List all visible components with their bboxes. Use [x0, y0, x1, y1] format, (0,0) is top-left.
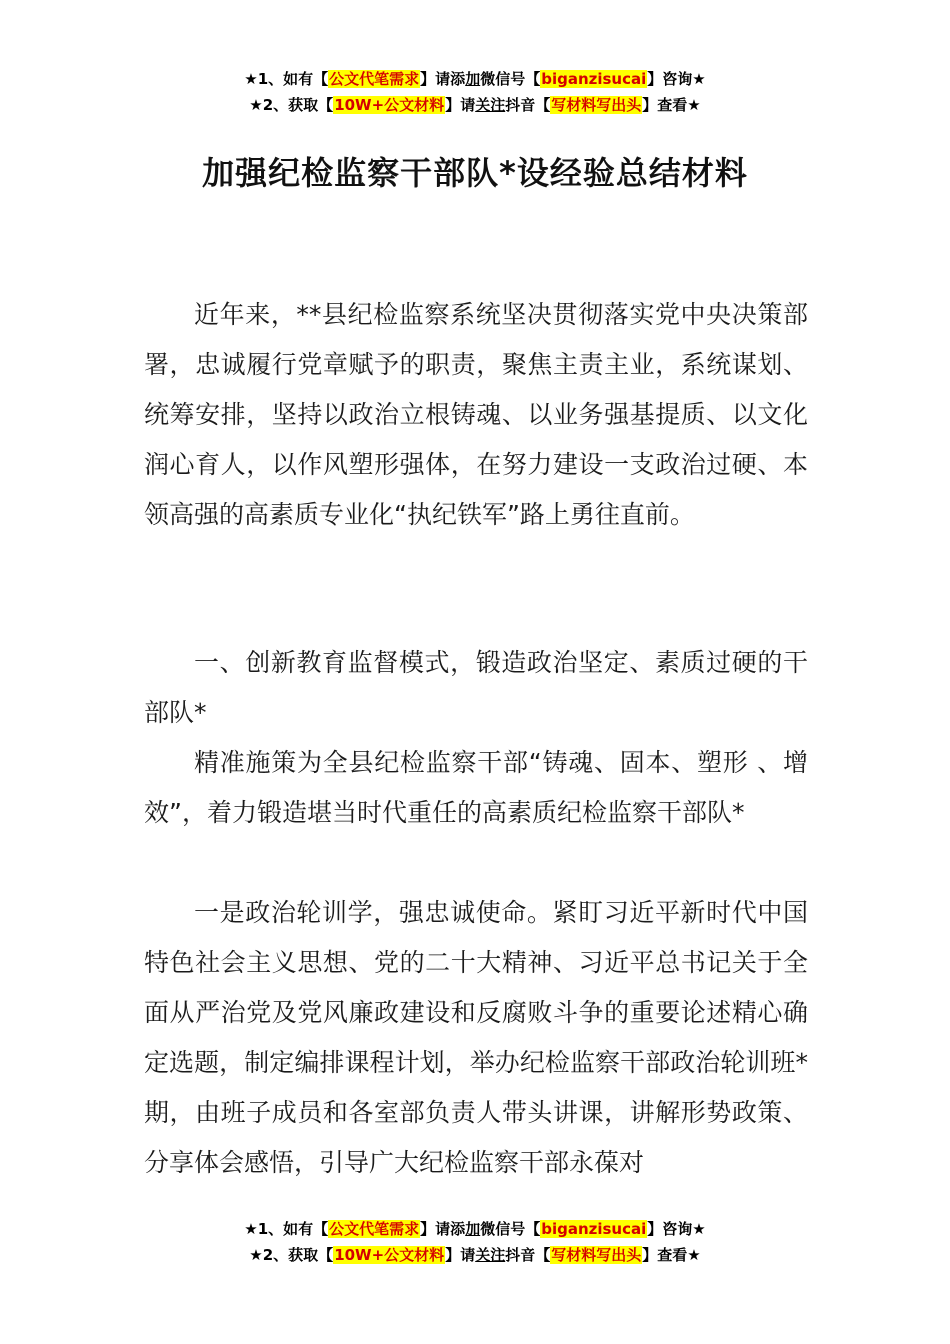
document-title: 加强纪检监察干部队*设经验总结材料	[202, 154, 748, 192]
banner-highlight-wechat: biganzisucai	[541, 1220, 647, 1238]
banner-line-2: ★2、获取【10W+公文材料】请关注抖音【写材料写出头】查看★	[249, 1246, 701, 1264]
banner-highlight-douyin: 写材料写出头	[551, 96, 642, 114]
banner-line-1: ★1、如有【公文代笔需求】请添加微信号【biganzisucai】咨询★	[244, 70, 706, 88]
intro-paragraph: 近年来，**县纪检监察系统坚决贯彻落实党中央决策部署，忠诚履行党章赋予的职责，聚焦主责主业，系统谋划、统筹安排，坚持以政治立根铸魂、以业务强基提质、以文化润心育人，以作风塑形强体，在努力建设一支政治过硬、本领高强的高素质专业化“执纪铁军”路上勇往直前。	[144, 300, 808, 529]
banner-highlight-service: 公文代笔需求	[329, 1220, 420, 1238]
footer-banner	[0, 1216, 950, 1268]
banner-line-2: ★2、获取【10W+公文材料】请关注抖音【写材料写出头】查看★	[249, 96, 701, 114]
banner-highlight-materials: 10W+公文材料	[334, 96, 445, 114]
banner-highlight-service: 公文代笔需求	[329, 70, 420, 88]
banner-highlight-materials: 10W+公文材料	[334, 1246, 445, 1264]
section-1-paragraph: 精准施策为全县纪检监察干部“铸魂、固本、塑形 、增效”，着力锻造堪当时代重任的高素质纪检监察干部队*	[144, 748, 808, 827]
section-heading-1: 一、创新教育监督模式，锻造政治坚定、素质过硬的干部队*	[144, 648, 808, 727]
banner-line-1: ★1、如有【公文代笔需求】请添加微信号【biganzisucai】咨询★	[244, 1220, 706, 1238]
header-banner	[0, 66, 950, 118]
banner-highlight-douyin: 写材料写出头	[551, 1246, 642, 1264]
point-1-paragraph: 一是政治轮训学，强忠诚使命。紧盯习近平新时代中国特色社会主义思想、党的二十大精神、习近平总书记关于全面从严治党及党风廉政建设和反腐败斗争的重要论述精心确定选题，制定编排课程计划，举办纪检监察干部政治轮训班*期，由班子成员和各室部负责人带头讲课，讲解形势政策、分享体会感悟，引导广大纪检监察干部永葆对	[144, 898, 808, 1177]
banner-highlight-wechat: biganzisucai	[541, 70, 647, 88]
